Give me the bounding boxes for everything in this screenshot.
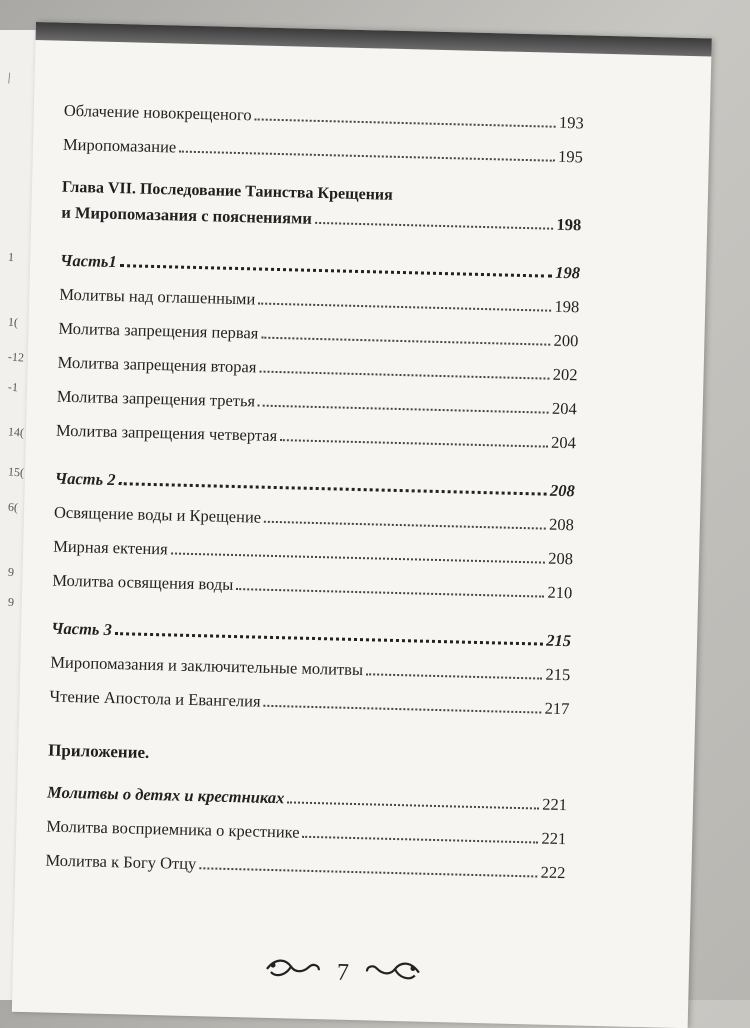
- dot-leader: [315, 222, 554, 230]
- toc-entry-page: 221: [541, 828, 567, 849]
- part-title: Часть 2: [54, 468, 116, 490]
- toc-entry-page: 210: [547, 582, 573, 603]
- left-page-fragment: 15(: [7, 464, 25, 480]
- toc-entry-page: 204: [551, 398, 577, 419]
- book-page: [12, 22, 712, 1028]
- table-of-contents: [45, 87, 584, 883]
- left-page-fragment: 1(: [7, 314, 19, 330]
- left-page-fragment: 9: [7, 594, 15, 610]
- chapter-title-line2: и Миропомазания с пояснениями: [61, 202, 313, 228]
- toc-entry-title: Молитва запрещения вторая: [57, 352, 257, 377]
- flourish-ornament-icon: [264, 958, 321, 988]
- toc-entry-page: 208: [548, 548, 574, 569]
- part-page: 215: [546, 630, 572, 651]
- toc-entry-page: 200: [553, 330, 579, 351]
- toc-entry-title: Молитва запрещения четвертая: [55, 420, 278, 446]
- page-top-shadow: [36, 22, 712, 57]
- appendix-section-title: Молитвы о детях и крестниках: [46, 782, 285, 808]
- toc-entry-page: 208: [548, 514, 575, 535]
- dot-leader: [199, 867, 537, 877]
- toc-entry-title: Молитва освящения воды: [52, 570, 234, 594]
- toc-entry-title: Молитва к Богу Отцу: [45, 850, 197, 874]
- toc-entry-page: 222: [540, 862, 566, 883]
- dot-leader: [366, 673, 542, 679]
- part-title: Часть1: [59, 250, 117, 272]
- chapter-title-line1: Глава VII. Последование Таинства Крещения: [61, 178, 393, 204]
- flourish-ornament-icon: [364, 960, 421, 990]
- toc-entry-page: 215: [545, 664, 571, 685]
- dot-leader: [179, 151, 555, 162]
- toc-entry-title: Молитва запрещения первая: [58, 318, 259, 343]
- left-page-fragment: 14(: [7, 424, 25, 440]
- dot-leader: [302, 836, 538, 844]
- toc-entry-title: Миропомазание: [62, 134, 177, 157]
- toc-entry-title: Чтение Апостола и Евангелия: [49, 686, 261, 711]
- part-title: Часть 3: [50, 618, 113, 640]
- toc-entry-title: Освящение воды и Крещение: [53, 502, 262, 527]
- toc-entry-page: 204: [550, 432, 577, 453]
- toc-entry-page: 198: [554, 296, 580, 317]
- left-page-fragment: 9: [7, 564, 15, 580]
- left-page-fragment: 6(: [7, 499, 19, 515]
- left-page-fragment: -12: [7, 349, 25, 365]
- left-page-fragment: |: [7, 69, 11, 85]
- left-page-fragment: -1: [7, 379, 19, 395]
- page-number: 7: [336, 959, 350, 986]
- toc-entry-title: Мирная ектения: [52, 536, 168, 559]
- chapter-page: 198: [556, 214, 582, 235]
- part-page: 198: [555, 262, 581, 283]
- toc-entry-page: 217: [544, 698, 570, 719]
- appendix-heading: Приложение.: [47, 740, 150, 762]
- left-page-fragment: 1: [7, 249, 15, 265]
- toc-entry-title: Молитвы над оглашенными: [59, 284, 256, 309]
- toc-entry-page: 193: [558, 112, 584, 133]
- toc-entry-title: Молитва восприемника о крестнике: [46, 816, 300, 842]
- toc-entry-page: 195: [557, 146, 584, 167]
- appendix-section-page: 221: [542, 794, 568, 815]
- part-page: 208: [549, 480, 575, 501]
- toc-entry-title: Миропомазания и заключительные молитвы: [50, 652, 364, 680]
- dot-leader: [263, 705, 541, 714]
- toc-entry-page: 202: [552, 364, 578, 385]
- page-footer: [243, 957, 444, 991]
- toc-entry-title: Молитва запрещения третья: [56, 386, 256, 411]
- toc-entry-title: Облачение новокрещеного: [63, 100, 252, 125]
